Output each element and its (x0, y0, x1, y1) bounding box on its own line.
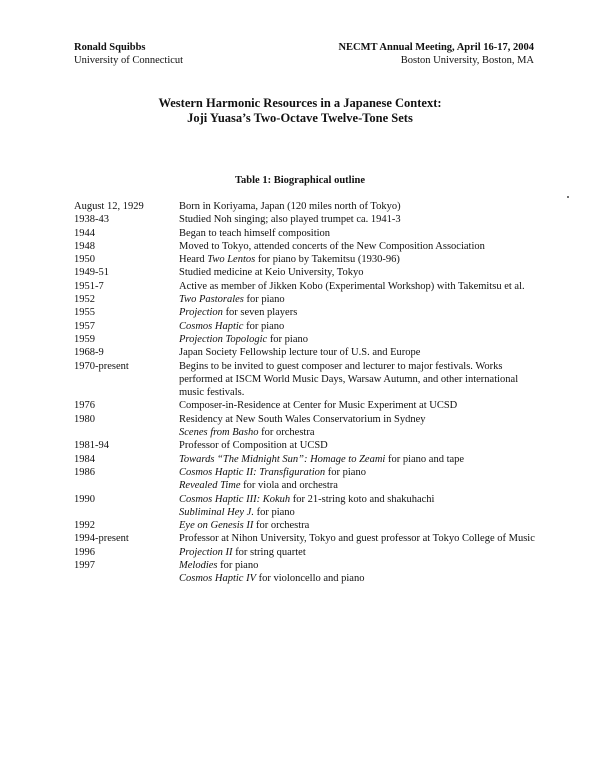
work-title: Eye on Genesis II (179, 520, 254, 532)
timeline-event (179, 453, 544, 466)
timeline-row (74, 293, 544, 306)
event-text: for piano (243, 320, 285, 332)
timeline-date: 1951-7 (74, 280, 104, 292)
timeline-row (74, 572, 544, 585)
timeline-event (179, 240, 544, 253)
table-caption: Table 1: Biographical outline (234, 175, 365, 186)
timeline-row (74, 413, 544, 426)
work-title: Melodies (179, 560, 218, 572)
work-title: Cosmos Haptic (179, 320, 244, 332)
timeline-date: 1948 (74, 240, 95, 252)
timeline-event (179, 493, 544, 506)
event-text: for piano and tape (385, 453, 465, 465)
event-text: Begins to be invited to guest composer and lecturer to major festivals. Works performed at ISCM World Music Days, Warsaw Autumn, and other international music festivals. (179, 360, 519, 399)
timeline-date: 1980 (74, 413, 95, 425)
timeline-row (74, 546, 544, 559)
event-text: Residency at New South Wales Conservatorium in Sydney (179, 413, 426, 425)
timeline-date: 1949-51 (74, 267, 109, 279)
event-text: Began to teach himself composition (179, 227, 331, 239)
timeline-row (74, 506, 544, 519)
biographical-timeline (74, 200, 544, 586)
meeting-name: NECMT Annual Meeting, April 16-17, 2004 (338, 42, 534, 53)
author-affiliation: University of Connecticut (74, 55, 184, 66)
title-line-2: Joji Yuasa’s Two-Octave Twelve-Tone Sets (187, 111, 413, 125)
event-text: for violoncello and piano (256, 573, 365, 585)
timeline-row (74, 439, 544, 452)
event-text: Heard (179, 254, 208, 266)
timeline-row (74, 253, 544, 266)
timeline-event (179, 572, 544, 585)
event-text: Studied Noh singing; also played trumpet ca. 1941-3 (179, 214, 401, 226)
timeline-date: 1952 (74, 294, 95, 306)
timeline-row (74, 466, 544, 479)
timeline-event (179, 213, 544, 226)
timeline-row (74, 227, 544, 240)
page-title (0, 96, 600, 126)
event-text: Moved to Tokyo, attended concerts of the New Composition Association (179, 240, 485, 252)
meeting-venue: Boston University, Boston, MA (400, 55, 534, 66)
timeline-event (179, 399, 544, 412)
timeline-date: 1984 (74, 453, 95, 465)
timeline-row (74, 559, 544, 572)
timeline-event (179, 333, 544, 346)
timeline-row (74, 479, 544, 492)
timeline-event (179, 413, 544, 426)
timeline-date: 1970-present (74, 360, 129, 372)
work-title: Two Lentos (207, 254, 256, 266)
event-text: Professor at Nihon University, Tokyo and guest professor at Tokyo College of Music (179, 533, 535, 545)
timeline-row (74, 266, 544, 279)
timeline-event (179, 280, 544, 293)
timeline-event (179, 293, 544, 306)
timeline-row (74, 333, 544, 346)
timeline-date: 1997 (74, 560, 95, 572)
work-title: Towards “The Midnight Sun”: Homage to Zeami (179, 453, 386, 465)
timeline-row (74, 360, 544, 400)
timeline-event (179, 546, 544, 559)
event-text: Studied medicine at Keio University, Tokyo (179, 267, 364, 279)
timeline-date: 1992 (74, 520, 95, 532)
timeline-date (74, 479, 179, 492)
work-title: Cosmos Haptic IV (179, 573, 256, 585)
work-title: Projection (179, 307, 223, 319)
timeline-row (74, 453, 544, 466)
event-text: for piano (253, 506, 295, 518)
event-text: Professor of Composition at UCSD (179, 440, 328, 452)
timeline-date: 1986 (74, 466, 95, 478)
header-right (338, 41, 534, 67)
timeline-date: 1957 (74, 320, 95, 332)
timeline-row (74, 493, 544, 506)
timeline-event (179, 439, 544, 452)
timeline-date: 1968-9 (74, 347, 104, 359)
timeline-event (179, 306, 544, 319)
title-line-1: Western Harmonic Resources in a Japanese Context: (158, 96, 442, 110)
event-text: for seven players (222, 307, 298, 319)
timeline-event (179, 253, 544, 266)
header-left (74, 41, 183, 67)
work-title: Projection II (179, 546, 233, 558)
timeline-date: 1996 (74, 546, 95, 558)
event-text: for piano (325, 466, 366, 478)
timeline-date: 1944 (74, 227, 95, 239)
timeline-date: 1955 (74, 307, 95, 319)
timeline-event (179, 519, 544, 532)
event-text: for orchestra (258, 427, 315, 439)
timeline-event (179, 346, 544, 359)
timeline-row (74, 346, 544, 359)
timeline-event (179, 479, 544, 492)
event-text: for piano (243, 294, 285, 306)
work-title: Cosmos Haptic II: Transfiguration (179, 466, 326, 478)
timeline-date: August 12, 1929 (74, 201, 144, 212)
stray-mark (567, 196, 569, 198)
work-title: Cosmos Haptic III: Kokuh (179, 493, 291, 505)
timeline-row (74, 399, 544, 412)
timeline-date (74, 572, 179, 585)
timeline-date: 1950 (74, 254, 95, 266)
timeline-event (179, 466, 544, 479)
work-title: Two Pastorales (179, 294, 244, 306)
work-title: Revealed Time (179, 480, 241, 492)
timeline-event (179, 227, 544, 240)
timeline-date: 1981-94 (74, 440, 109, 452)
timeline-row (74, 200, 544, 213)
event-text: Composer-in-Residence at Center for Music Experiment at UCSD (179, 400, 458, 412)
event-text: Born in Koriyama, Japan (120 miles north of Tokyo) (179, 201, 401, 212)
timeline-row (74, 532, 544, 545)
timeline-row (74, 213, 544, 226)
work-title: Subliminal Hey J. (179, 506, 254, 518)
timeline-event (179, 266, 544, 279)
timeline-event (179, 360, 544, 400)
event-text: for piano (217, 560, 259, 572)
timeline-date (74, 506, 179, 519)
timeline-date (74, 426, 179, 439)
event-text: for string quartet (232, 546, 306, 558)
event-text: Japan Society Fellowship lecture tour of U.S. and Europe (179, 347, 421, 359)
timeline-event (179, 200, 544, 213)
timeline-event (179, 506, 544, 519)
timeline-event (179, 559, 544, 572)
timeline-date: 1976 (74, 400, 95, 412)
event-text: for viola and orchestra (240, 480, 338, 492)
work-title: Scenes from Basho (179, 427, 259, 439)
timeline-row (74, 280, 544, 293)
timeline-date: 1990 (74, 493, 95, 505)
timeline-event (179, 426, 544, 439)
timeline-event (179, 532, 544, 545)
event-text: for 21-string koto and shakuhachi (290, 493, 435, 505)
timeline-row (74, 320, 544, 333)
timeline-event (179, 320, 544, 333)
author-name: Ronald Squibbs (74, 42, 146, 53)
event-text: for piano (267, 333, 309, 345)
event-text: for orchestra (253, 520, 310, 532)
timeline-date: 1938-43 (74, 214, 109, 226)
work-title: Projection Topologic (179, 333, 268, 345)
event-text: Active as member of Jikken Kobo (Experimental Workshop) with Takemitsu et al. (179, 280, 525, 292)
timeline-row (74, 240, 544, 253)
timeline-date: 1994-present (74, 533, 129, 545)
timeline-row (74, 306, 544, 319)
event-text: for piano by Takemitsu (1930-96) (255, 254, 400, 266)
timeline-row (74, 519, 544, 532)
timeline-row (74, 426, 544, 439)
timeline-date: 1959 (74, 333, 95, 345)
